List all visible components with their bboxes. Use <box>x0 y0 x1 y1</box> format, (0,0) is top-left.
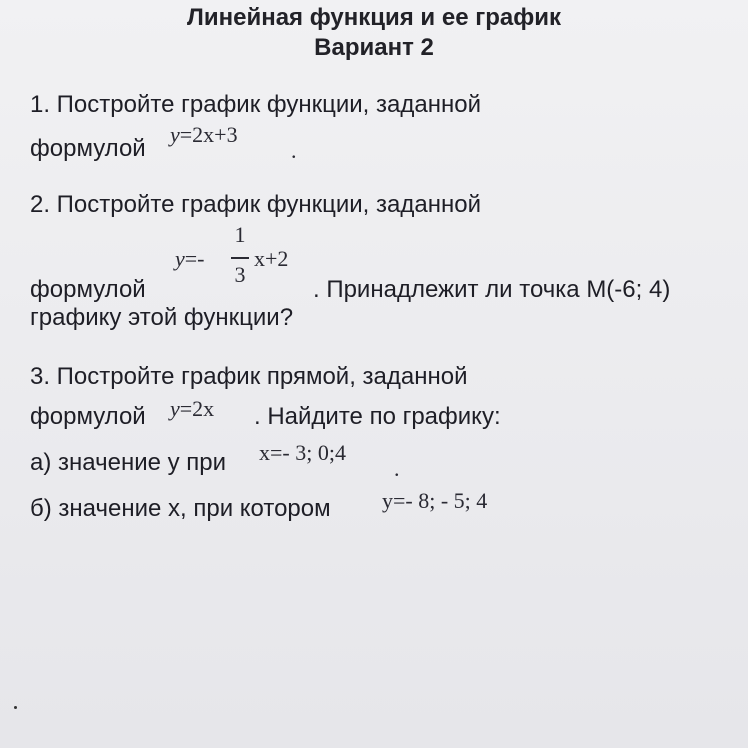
formula-variable: y <box>175 246 185 271</box>
task3-formula <box>170 396 214 422</box>
worksheet-title: Линейная функция и ее график <box>187 4 561 31</box>
formula-expression: =2x+3 <box>179 122 238 147</box>
task1-formula <box>170 122 238 148</box>
fraction-bar <box>231 257 249 259</box>
task3-part-b: б) значение х, при котором <box>30 495 331 522</box>
task3-part-a-formula: x=- 3; 0;4 <box>259 440 346 465</box>
task3-part-a: а) значение у при <box>30 449 227 476</box>
fraction-denominator: 3 <box>234 262 246 287</box>
task1-end-dot: . <box>291 138 297 163</box>
variant-label: Вариант 2 <box>314 34 434 61</box>
task2-question-end: графику этой функции? <box>30 304 294 331</box>
task3-instruction: . Найдите по графику: <box>254 403 501 430</box>
stray-dot <box>14 706 17 709</box>
task3-text: 3. Постройте график прямой, заданной <box>30 363 468 390</box>
formula-expression: =2x <box>179 396 215 421</box>
task2-formula-tail: x+2 <box>254 246 289 271</box>
task1-formula-prefix: формулой <box>30 135 146 162</box>
task2-text: 2. Постройте график функции, заданной <box>30 191 481 218</box>
task1-text: 1. Постройте график функции, заданной <box>30 91 481 118</box>
fraction-numerator: 1 <box>234 222 246 247</box>
task2-formula-lhs <box>175 246 205 272</box>
task2-question: . Принадлежит ли точка М(-6; 4) <box>313 276 671 303</box>
task3-part-b-formula: y=- 8; - 5; 4 <box>382 488 488 513</box>
task2-formula-prefix: формулой <box>30 276 146 303</box>
formula-variable: y <box>170 122 180 147</box>
formula-variable: y <box>170 396 180 421</box>
formula-equals: =- <box>184 246 205 271</box>
task3-formula-prefix: формулой <box>30 403 146 430</box>
task3-part-a-end-dot: . <box>394 456 400 481</box>
